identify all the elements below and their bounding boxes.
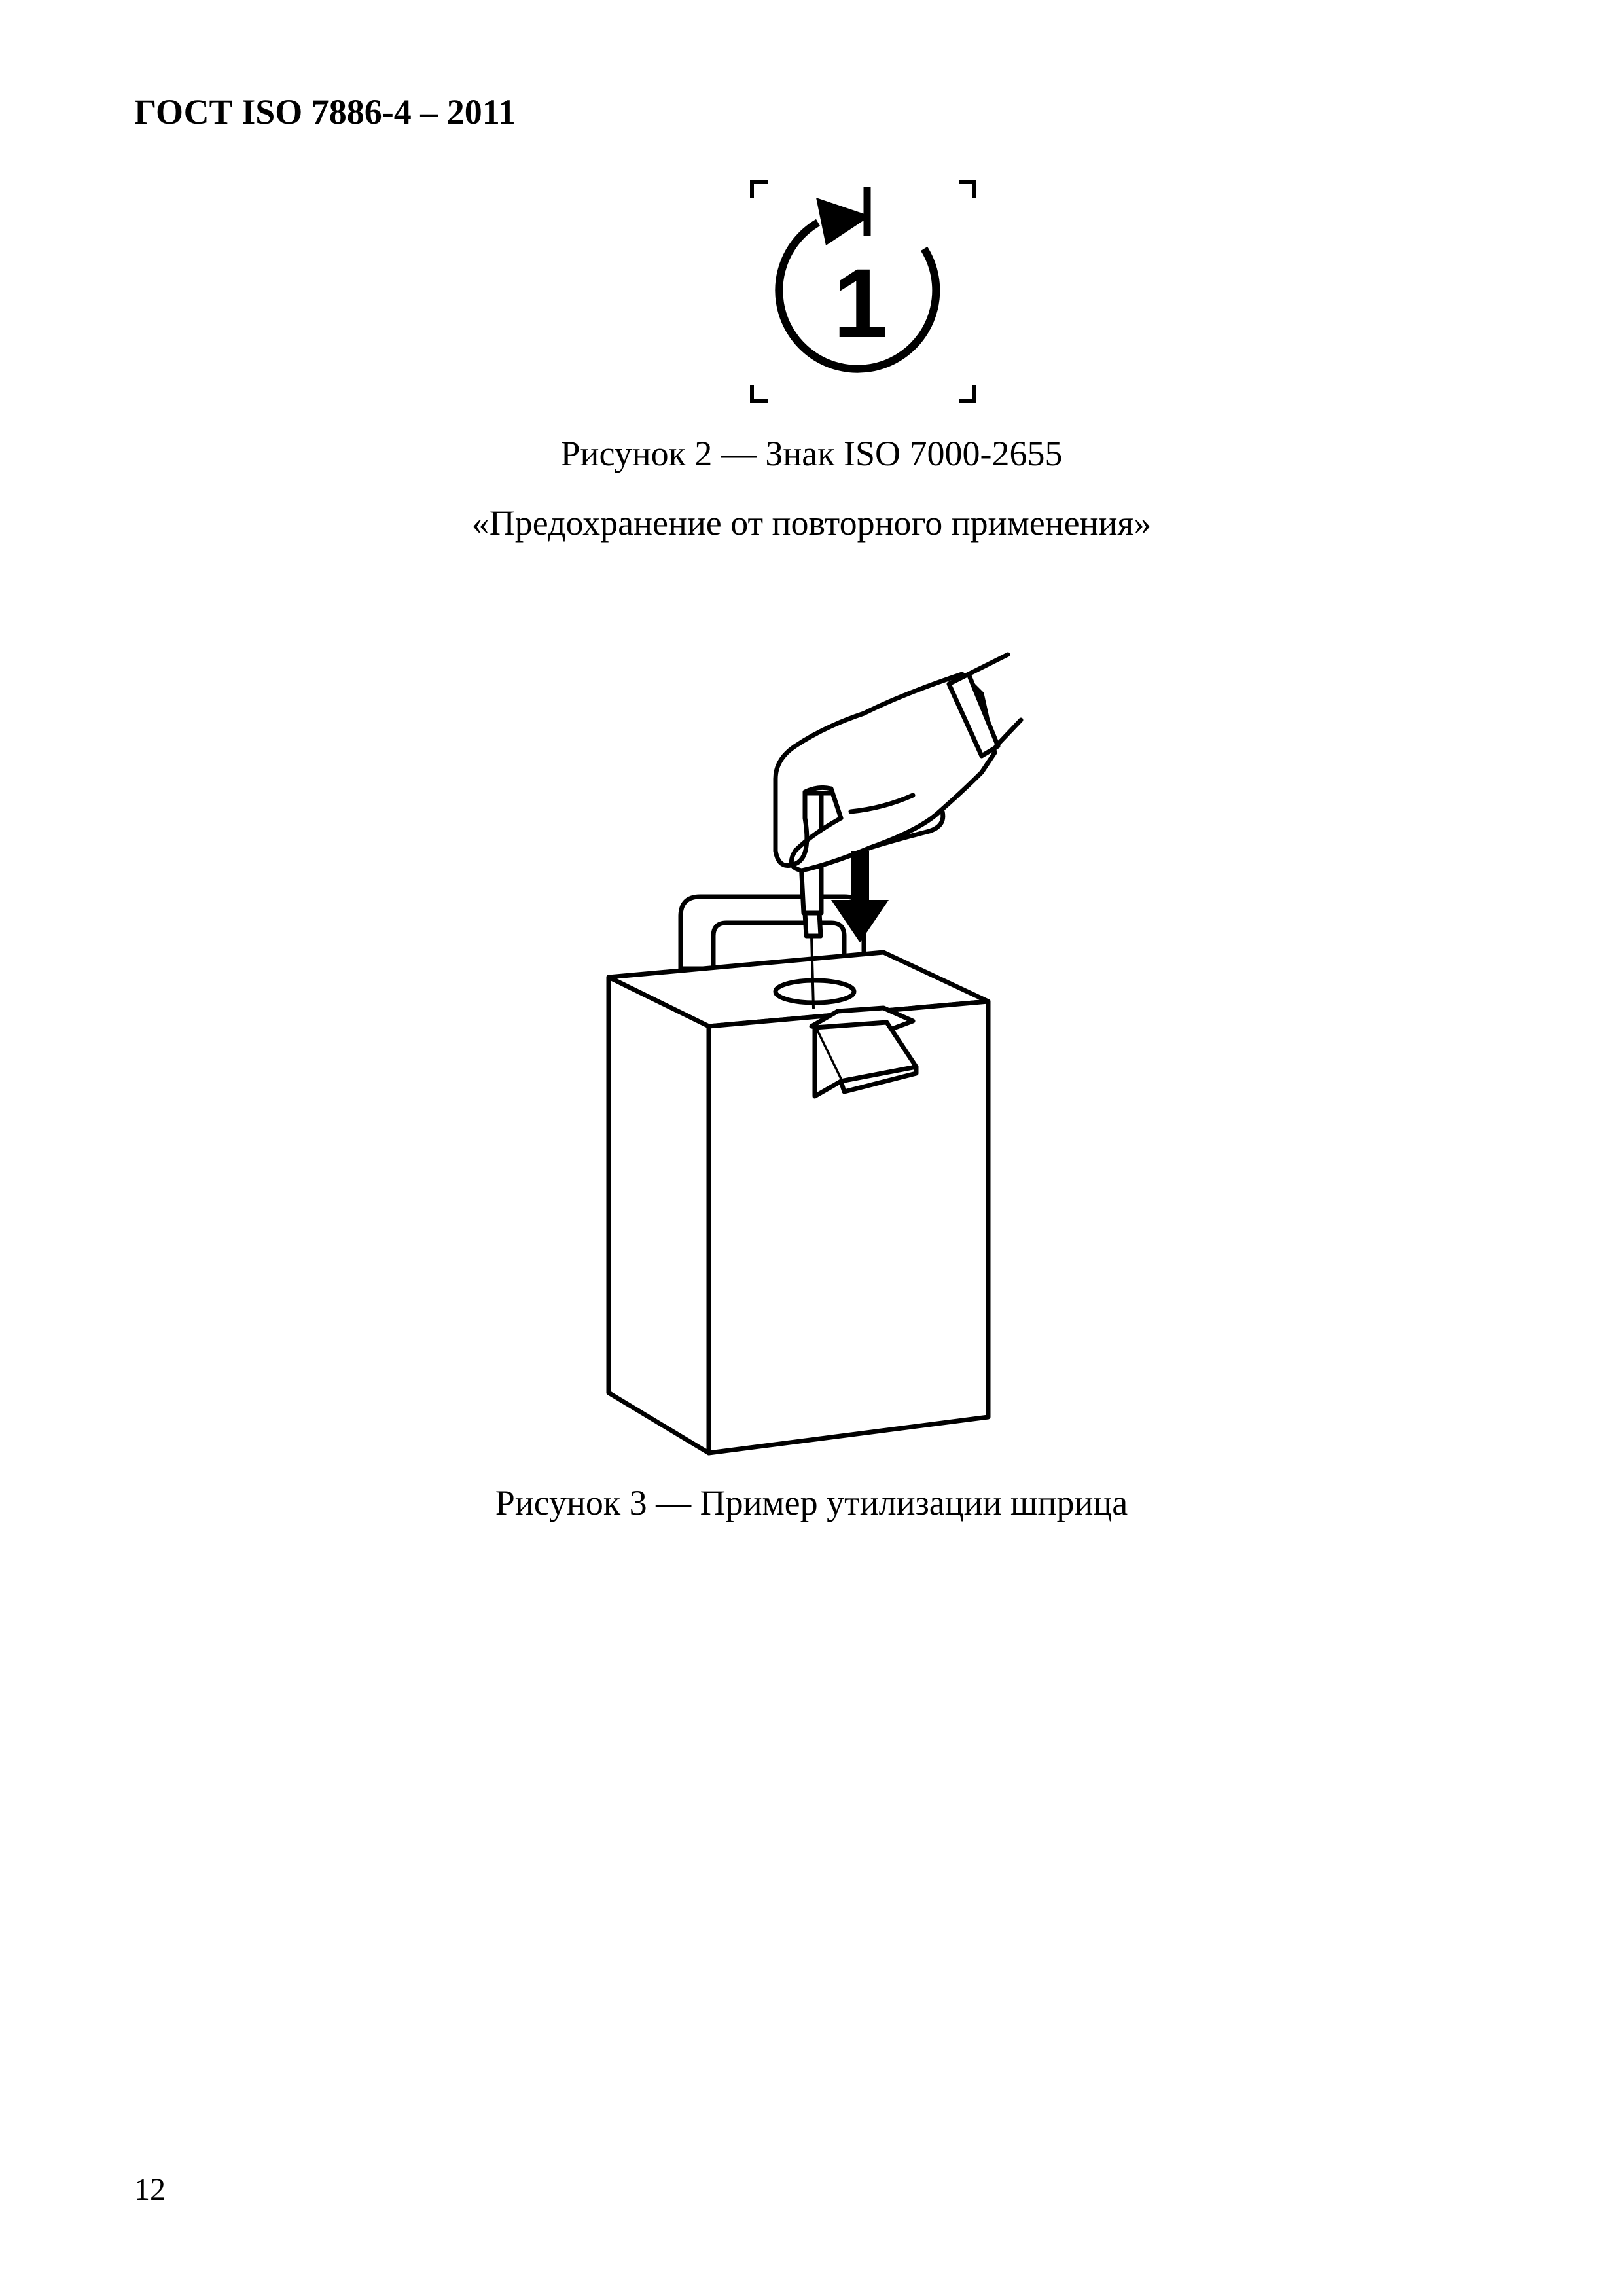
figure-2-caption-line1: Рисунок 2 — Знак ISO 7000-2655 — [560, 434, 1063, 473]
gloved-hand — [776, 674, 995, 870]
rotation-arrow-head-icon — [816, 198, 870, 245]
container-tab — [815, 1022, 916, 1081]
glove-cuff — [949, 674, 998, 756]
corner-marks — [752, 182, 974, 401]
figure-3-caption: Рисунок 3 — Пример утилизации шприца — [495, 1483, 1128, 1522]
page-number: 12 — [134, 2172, 166, 2207]
disposal-opening — [776, 980, 854, 1003]
container-left-side — [609, 977, 709, 1453]
syringe-barrel — [797, 785, 821, 913]
syringe-hub — [805, 913, 821, 936]
container-top — [609, 952, 988, 1026]
syringe-plunger-cap — [795, 746, 825, 754]
syringe-needle — [812, 936, 813, 1008]
down-arrow-icon — [831, 851, 889, 942]
document-code: ГОСТ ISO 7886-4 – 2011 — [134, 92, 516, 132]
container-front — [709, 1001, 988, 1453]
sleeve-line-bottom — [996, 720, 1021, 746]
sign-digit: 1 — [833, 248, 888, 358]
sleeve-line-top — [969, 655, 1008, 674]
rotation-arc — [779, 223, 936, 369]
container-handle — [681, 897, 864, 969]
figure-2-caption-line2: «Предохранение от повторного применения» — [471, 503, 1152, 543]
container-tab-top — [812, 1008, 913, 1033]
syringe-plunger — [805, 753, 815, 785]
syringe-flange — [789, 785, 831, 793]
